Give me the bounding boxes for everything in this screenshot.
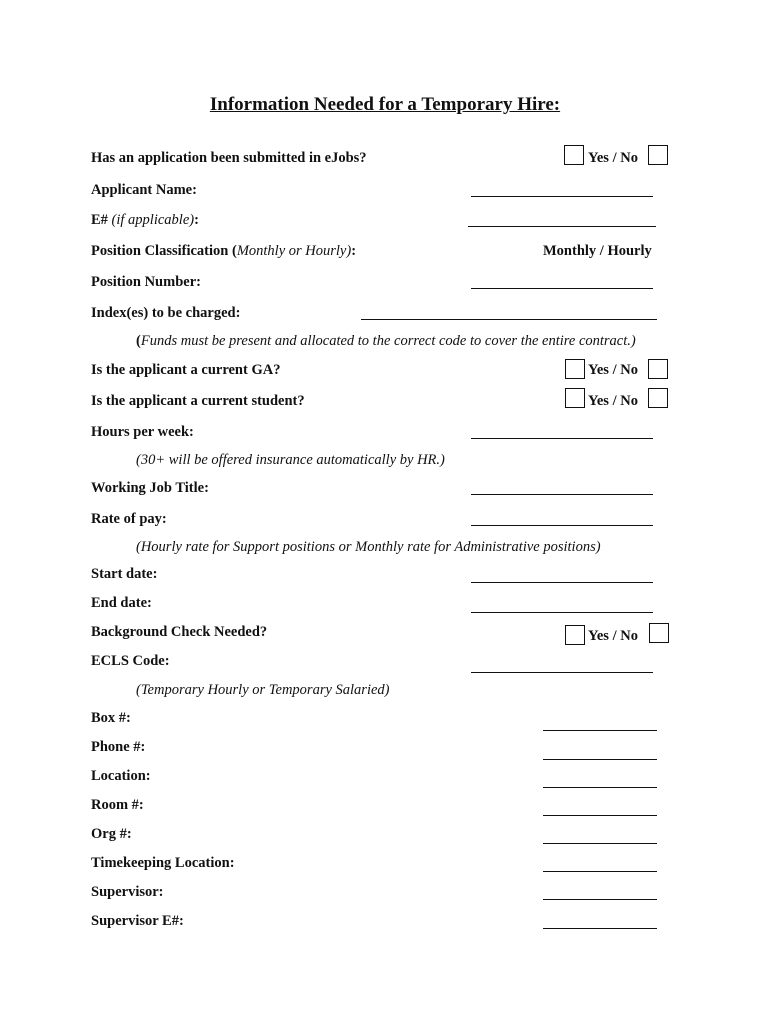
position-class-italic: Monthly or Hourly) bbox=[236, 243, 352, 259]
working-job-title-label: Working Job Title: bbox=[91, 480, 209, 496]
applicant-name-field[interactable] bbox=[471, 196, 653, 197]
monthly-hourly-choice[interactable]: Monthly / Hourly bbox=[543, 243, 652, 259]
funds-note bbox=[136, 333, 636, 350]
phone-number-label: Phone #: bbox=[91, 739, 146, 755]
current-student-yes-checkbox[interactable] bbox=[565, 388, 585, 408]
ecls-code-label: ECLS Code: bbox=[91, 653, 170, 669]
background-check-no-checkbox[interactable] bbox=[649, 623, 669, 643]
ejobs-yes-no-text: Yes / No bbox=[588, 150, 638, 166]
enum-label bbox=[91, 212, 199, 229]
position-number-label: Position Number: bbox=[91, 274, 201, 290]
supervisor-enum-field[interactable] bbox=[543, 928, 657, 929]
funds-note-open: ( bbox=[136, 333, 141, 349]
room-number-field[interactable] bbox=[543, 815, 657, 816]
current-ga-label: Is the applicant a current GA? bbox=[91, 362, 281, 378]
enum-label-main: E# bbox=[91, 212, 108, 228]
box-number-label: Box #: bbox=[91, 710, 131, 726]
room-number-label: Room #: bbox=[91, 797, 144, 813]
box-number-field[interactable] bbox=[543, 730, 657, 731]
start-date-label: Start date: bbox=[91, 566, 158, 582]
phone-number-field[interactable] bbox=[543, 759, 657, 760]
form-title: Information Needed for a Temporary Hire: bbox=[209, 94, 561, 115]
end-date-field[interactable] bbox=[471, 612, 653, 613]
ejobs-label: Has an application been submitted in eJobs? bbox=[91, 150, 367, 166]
supervisor-field[interactable] bbox=[543, 899, 657, 900]
hours-per-week-field[interactable] bbox=[471, 438, 653, 439]
position-number-field[interactable] bbox=[471, 288, 653, 289]
funds-note-text: Funds must be present and allocated to the correct code to cover the entire contract.) bbox=[140, 333, 636, 349]
enum-field[interactable] bbox=[468, 226, 656, 227]
hourly-rate-note: (Hourly rate for Support positions or Monthly rate for Administrative positions) bbox=[136, 539, 601, 555]
location-label: Location: bbox=[91, 768, 151, 784]
org-number-field[interactable] bbox=[543, 843, 657, 844]
rate-of-pay-field[interactable] bbox=[471, 525, 653, 526]
background-check-yes-checkbox[interactable] bbox=[565, 625, 585, 645]
current-student-yes-no-text: Yes / No bbox=[588, 393, 638, 409]
current-ga-yes-checkbox[interactable] bbox=[565, 359, 585, 379]
background-check-yes-no-text: Yes / No bbox=[588, 628, 638, 644]
ejobs-yes-checkbox[interactable] bbox=[564, 145, 584, 165]
supervisor-enum-label: Supervisor E#: bbox=[91, 913, 184, 929]
org-number-label: Org #: bbox=[91, 826, 132, 842]
supervisor-label: Supervisor: bbox=[91, 884, 164, 900]
start-date-field[interactable] bbox=[471, 582, 653, 583]
ecls-code-field[interactable] bbox=[471, 672, 653, 673]
enum-label-colon: : bbox=[194, 212, 199, 228]
position-class-open: ( bbox=[231, 243, 237, 259]
ejobs-no-checkbox[interactable] bbox=[648, 145, 668, 165]
current-ga-yes-no-text: Yes / No bbox=[588, 362, 638, 378]
insurance-note: (30+ will be offered insurance automatically by HR.) bbox=[136, 452, 445, 468]
background-check-label: Background Check Needed? bbox=[91, 624, 268, 640]
position-classification-label bbox=[91, 243, 356, 260]
end-date-label: End date: bbox=[91, 595, 152, 611]
rate-of-pay-label: Rate of pay: bbox=[91, 511, 167, 527]
index-charged-field[interactable] bbox=[361, 319, 657, 320]
location-field[interactable] bbox=[543, 787, 657, 788]
working-job-title-field[interactable] bbox=[471, 494, 653, 495]
timekeeping-location-label: Timekeeping Location: bbox=[91, 855, 235, 871]
position-class-main: Position Classification bbox=[91, 243, 229, 259]
current-student-label: Is the applicant a current student? bbox=[91, 393, 305, 409]
position-class-colon: : bbox=[351, 243, 357, 259]
current-ga-no-checkbox[interactable] bbox=[648, 359, 668, 379]
enum-label-italic: (if applicable) bbox=[111, 212, 195, 228]
hours-per-week-label: Hours per week: bbox=[91, 424, 194, 440]
current-student-no-checkbox[interactable] bbox=[648, 388, 668, 408]
index-charged-label: Index(es) to be charged: bbox=[91, 305, 241, 321]
applicant-name-label: Applicant Name: bbox=[91, 182, 197, 198]
ecls-note: (Temporary Hourly or Temporary Salaried) bbox=[136, 682, 390, 698]
timekeeping-location-field[interactable] bbox=[543, 871, 657, 872]
